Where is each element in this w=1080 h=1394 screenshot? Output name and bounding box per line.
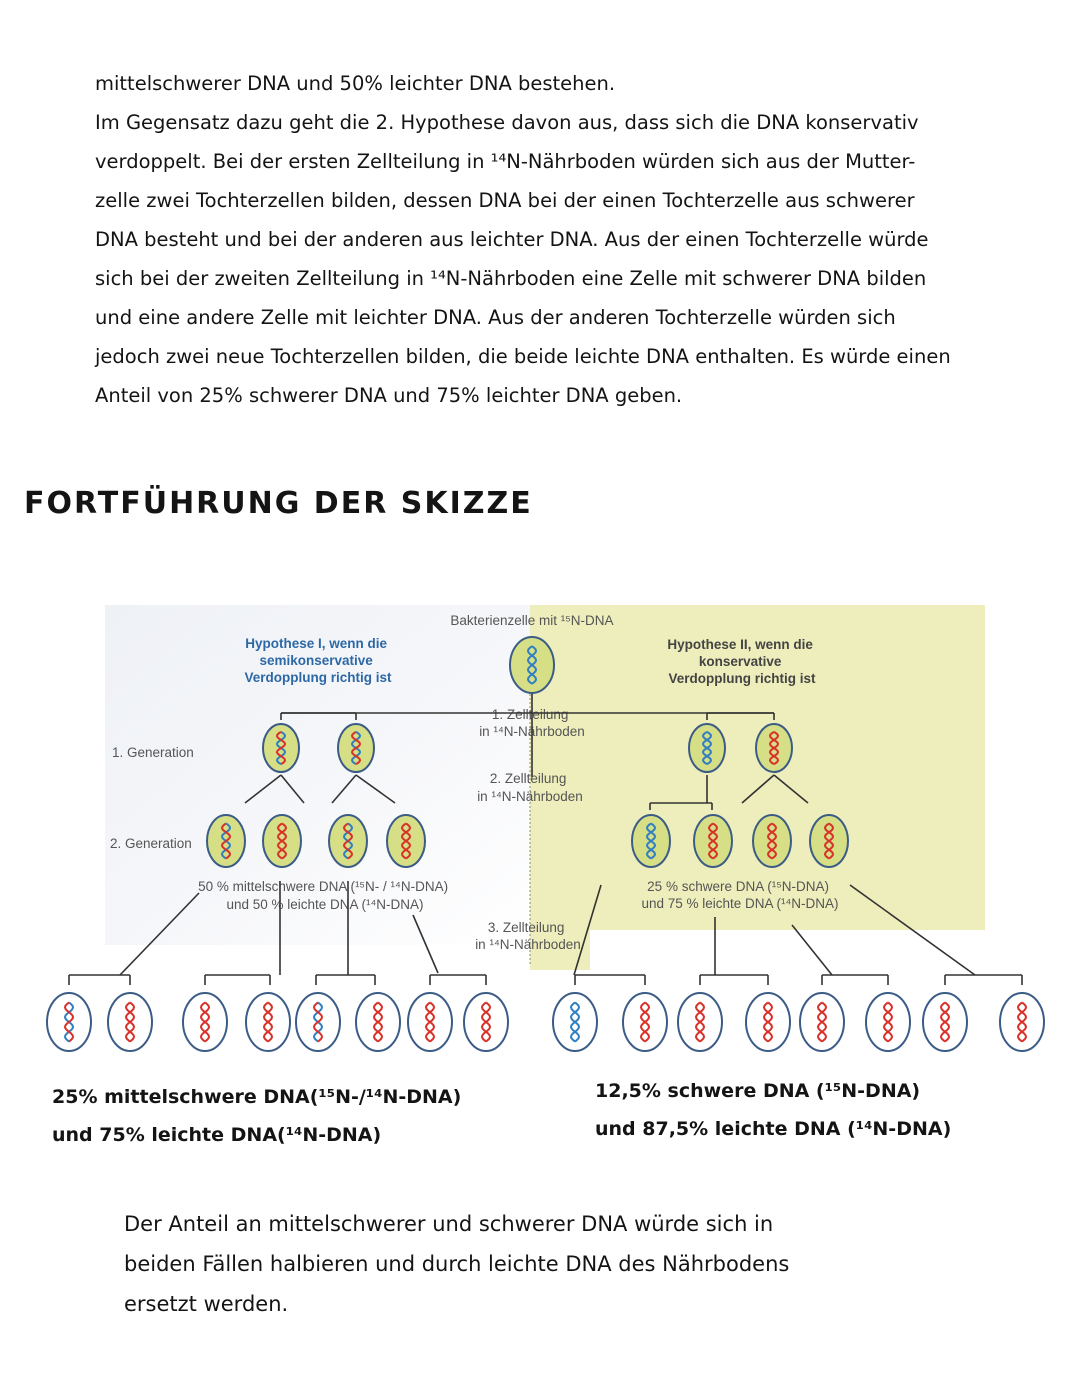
intro-line: zelle zwei Tochterzellen bilden, dessen DNA bei der einen Tochterzelle aus schwerer	[95, 189, 915, 212]
mother-cell	[510, 637, 554, 693]
gen2-cell-h1	[387, 815, 425, 867]
result-line: und 87,5% leichte DNA (¹⁴N-DNA)	[595, 1118, 952, 1140]
division-1-label: 1. Zellteilung in ¹⁴N-Nährboden	[479, 707, 585, 739]
gen2-cell-h2	[632, 815, 670, 867]
gen2-cell-h1	[207, 815, 245, 867]
generation-1-label: 1. Generation	[112, 745, 194, 760]
gen1-cell-h2	[756, 724, 792, 772]
gen3-cell-h1	[108, 993, 152, 1051]
gen1-cell-h1	[263, 724, 299, 772]
result-hypothesis-2	[595, 1072, 951, 1148]
gen2-cell-h1	[329, 815, 367, 867]
division-3-label: 3. Zellteilung in ¹⁴N-Nährboden	[475, 920, 581, 952]
intro-paragraph	[95, 64, 1080, 415]
intro-line: Anteil von 25% schwerer DNA und 75% leichter DNA geben.	[95, 384, 683, 407]
result-line: und 75% leichte DNA(¹⁴N-DNA)	[52, 1124, 382, 1146]
gen3-cell-h2	[1000, 993, 1044, 1051]
gen2-cell-h2	[694, 815, 732, 867]
mother-cell-label: Bakterienzelle mit ¹⁵N-DNA	[450, 613, 614, 628]
result-line: 25% mittelschwere DNA(¹⁵N-/¹⁴N-DNA)	[52, 1086, 462, 1108]
gen3-cell-h1	[408, 993, 452, 1051]
gen3-cell-h1	[356, 993, 400, 1051]
gen2-cell-h1	[263, 815, 301, 867]
intro-line: mittelschwerer DNA und 50% leichter DNA bestehen.	[95, 72, 616, 95]
generation-2-label: 2. Generation	[110, 836, 192, 851]
gen3-cell-h1	[296, 993, 340, 1051]
intro-line: und eine andere Zelle mit leichter DNA. Aus der anderen Tochterzelle würden sich	[95, 306, 896, 329]
intro-line: jedoch zwei neue Tochterzellen bilden, die beide leichte DNA enthalten. Es würde einen	[95, 345, 951, 368]
hypothesis-2-title: Hypothese II, wenn die konservative Verdopplung richtig ist	[667, 637, 816, 686]
gen3-cell-h2	[866, 993, 910, 1051]
gen3-cell-h2	[623, 993, 667, 1051]
gen3-cell-h2	[553, 993, 597, 1051]
conclusion-paragraph	[124, 1204, 789, 1324]
gen2-cell-h2	[753, 815, 791, 867]
section-title: FORTFÜHRUNG DER SKIZZE	[24, 486, 533, 521]
gen1-cell-h2	[689, 724, 725, 772]
division-2-label: 2. Zellteilung in ¹⁴N-Nährboden	[477, 771, 583, 804]
gen3-cell-h2	[746, 993, 790, 1051]
gen3-cell-h1	[464, 993, 508, 1051]
conclusion-line: ersetzt werden.	[124, 1292, 289, 1316]
gen2-cell-h2	[810, 815, 848, 867]
gen3-cell-h1	[47, 993, 91, 1051]
hypothesis-1-result: 50 % mittelschwere DNA (¹⁵N- / ¹⁴N-DNA) und 50 % leichte DNA (¹⁴N-DNA)	[198, 879, 449, 912]
hypothesis-2-result: 25 % schwere DNA (¹⁵N-DNA) und 75 % leichte DNA (¹⁴N-DNA)	[641, 879, 839, 911]
gen3-cell-h2	[800, 993, 844, 1051]
result-hypothesis-1	[52, 1078, 461, 1154]
conclusion-line: beiden Fällen halbieren und durch leichte DNA des Nährbodens	[124, 1252, 790, 1276]
conclusion-line: Der Anteil an mittelschwerer und schwerer DNA würde sich in	[124, 1212, 774, 1236]
result-line: 12,5% schwere DNA (¹⁵N-DNA)	[595, 1080, 921, 1102]
intro-line: Im Gegensatz dazu geht die 2. Hypothese davon aus, dass sich die DNA konservativ	[95, 111, 919, 134]
intro-line: DNA besteht und bei der anderen aus leichter DNA. Aus der einen Tochterzelle würde	[95, 228, 929, 251]
gen3-cell-h2	[923, 993, 967, 1051]
gen3-cell-h1	[183, 993, 227, 1051]
gen1-cell-h1	[338, 724, 374, 772]
replication-diagram	[0, 595, 1080, 1065]
intro-line: sich bei der zweiten Zellteilung in ¹⁴N-Nährboden eine Zelle mit schwerer DNA bilden	[95, 267, 927, 290]
gen3-cell-h2	[678, 993, 722, 1051]
hypothesis-1-title: Hypothese I, wenn die semikonservative Verdopplung richtig ist	[244, 636, 392, 685]
gen3-cell-h1	[246, 993, 290, 1051]
intro-line: verdoppelt. Bei der ersten Zellteilung in ¹⁴N-Nährboden würden sich aus der Mutter-	[95, 150, 916, 173]
